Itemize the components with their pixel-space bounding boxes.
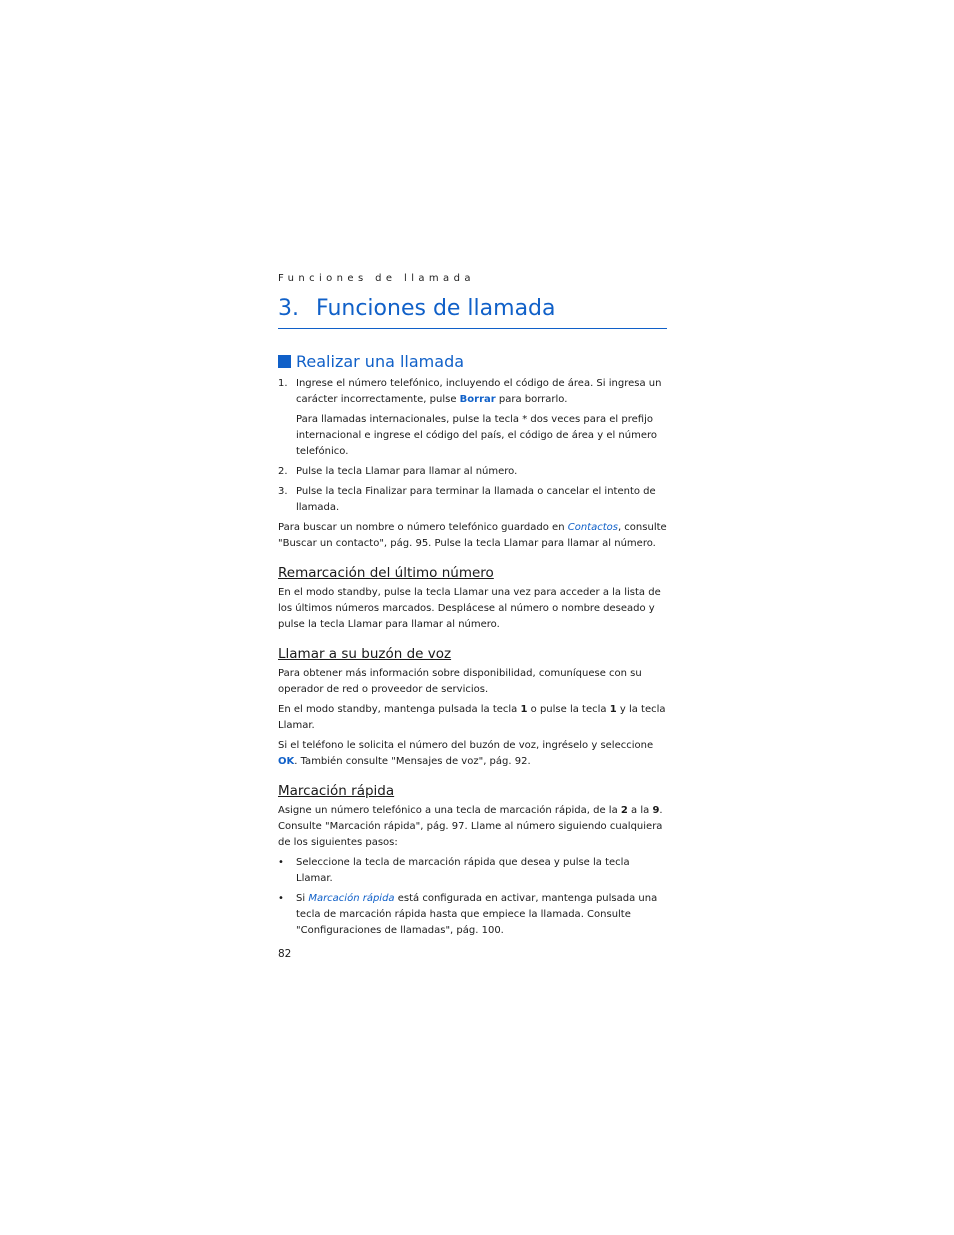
- marcacion-rapida-setting-label: Marcación rápida: [308, 893, 395, 904]
- bullet-marker: •: [278, 893, 284, 904]
- step-number: 3.: [278, 486, 288, 497]
- voicemail-paragraph: [278, 738, 668, 770]
- bullet-text: está configurada en activar, mantenga pulsada una tecla de marcación rápida hasta que empiece la llamada. Consulte "Configuraciones de llamadas", pág. 100.: [296, 893, 658, 936]
- chapter-number: 3.: [278, 296, 299, 321]
- step-item: [278, 484, 668, 516]
- paragraph-text: . Consulte "Marcación rápida", pág. 97. Llame al número siguiendo cualquiera de los siguientes pasos:: [278, 805, 663, 848]
- step-number: 2.: [278, 466, 288, 477]
- paragraph-text: En el modo standby, mantenga pulsada la tecla: [278, 704, 521, 715]
- step-text: para borrarlo.: [495, 394, 568, 405]
- step-item: [278, 376, 668, 408]
- section-square-icon: [278, 355, 291, 368]
- step-item: [278, 464, 668, 480]
- voicemail-paragraph: [278, 702, 668, 734]
- subheading-voicemail: Llamar a su buzón de voz: [278, 646, 452, 662]
- section-heading: [278, 352, 668, 372]
- step-note: Para llamadas internacionales, pulse la tecla * dos veces para el prefijo internacional e ingrese el código del país, el código de área y el número telefónico.: [296, 414, 658, 457]
- paragraph-text: Para buscar un nombre o número telefónico guardado en: [278, 522, 568, 533]
- bullet-item: [278, 891, 668, 939]
- key-label: 2: [620, 805, 628, 816]
- paragraph-text: . También consulte "Mensajes de voz", pág. 92.: [294, 756, 531, 767]
- page-number: 82: [278, 948, 292, 960]
- page-content: [278, 352, 668, 943]
- chapter-title-text: Funciones de llamada: [316, 296, 556, 321]
- paragraph-text: Asigne un número telefónico a una tecla de marcación rápida, de la: [278, 805, 621, 816]
- subheading-speed-dial: Marcación rápida: [278, 783, 395, 799]
- bullet-marker: •: [278, 857, 284, 868]
- paragraph-text: , consulte "Buscar un contacto", pág. 95. Pulse la tecla Llamar para llamar al número.: [278, 522, 667, 549]
- contactos-menu-label: Contactos: [567, 522, 618, 533]
- redial-paragraph: En el modo standby, pulse la tecla Llamar una vez para acceder a la lista de los últimos números marcados. Desplácese al número o nombre deseado y pulse la tecla Llamar para llamar al número.: [278, 587, 661, 630]
- paragraph-text: o pulse la tecla: [527, 704, 610, 715]
- step-number: 1.: [278, 378, 288, 389]
- key-label: 1: [520, 704, 528, 715]
- step-text: Ingrese el número telefónico, incluyendo el código de área. Si ingresa un carácter incorrectamente, pulse: [296, 378, 662, 405]
- step-text: Pulse la tecla Finalizar para terminar la llamada o cancelar el intento de llamada.: [296, 486, 656, 513]
- speed-dial-paragraph: [278, 803, 668, 851]
- search-paragraph: [278, 520, 668, 552]
- section-heading-text: Realizar una llamada: [296, 352, 465, 371]
- paragraph-text: Si el teléfono le solicita el número del buzón de voz, ingréselo y seleccione: [278, 740, 654, 751]
- running-header: Funciones de llamada: [278, 273, 475, 284]
- key-label: 1: [609, 704, 617, 715]
- borrar-softkey-label: Borrar: [459, 394, 496, 405]
- chapter-title: [278, 296, 667, 329]
- bullet-text: Si: [296, 893, 309, 904]
- bullet-text: Seleccione la tecla de marcación rápida que desea y pulse la tecla Llamar.: [296, 857, 630, 884]
- key-label: 9: [652, 805, 660, 816]
- subheading-redial: Remarcación del último número: [278, 565, 494, 581]
- voicemail-paragraph: Para obtener más información sobre disponibilidad, comuníquese con su operador de red o proveedor de servicios.: [278, 668, 642, 695]
- ok-softkey-label: OK: [278, 756, 295, 767]
- paragraph-text: a la: [627, 805, 653, 816]
- step-text: Pulse la tecla Llamar para llamar al número.: [296, 466, 518, 477]
- bullet-item: [278, 855, 668, 887]
- paragraph-text: y la tecla Llamar.: [278, 704, 666, 731]
